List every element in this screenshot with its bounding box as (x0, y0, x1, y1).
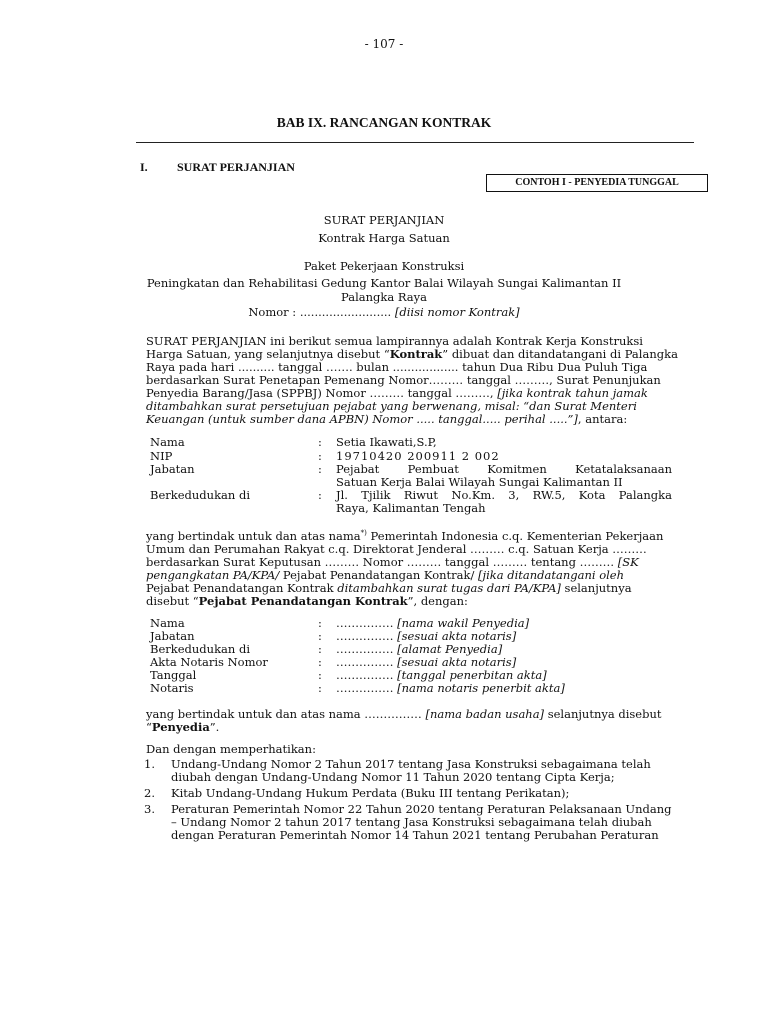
party1-label-position: Jabatan (150, 462, 195, 476)
acting-line: pengangkatan PA/KPA/ Pejabat Penandatangan Kontrak/ [jika ditandatangani oleh (146, 567, 625, 582)
list-item-number: 3. (144, 802, 155, 816)
title-divider (136, 142, 694, 143)
colon: : (318, 668, 322, 682)
party2-label: Berkedudukan di (150, 642, 250, 656)
template-badge: CONTOH I - PENYEDIA TUNGGAL (486, 174, 708, 192)
acting-line: disebut “Pejabat Penandatangan Kontrak”, dengan: (146, 593, 468, 608)
party1-name: Setia Ikawati,S.P, (336, 435, 437, 449)
contract-number-line (0, 306, 768, 319)
list-item-number: 2. (144, 786, 155, 800)
colon: : (318, 616, 322, 630)
intro-line: Penyedia Barang/Jasa (SPPBJ) Nomor ……… tanggal ………, [jika kontrak tahun jamak (146, 386, 648, 400)
acting-paragraph-1 (146, 527, 696, 608)
colon: : (318, 655, 322, 669)
party1-nip: 19710420 200911 2 002 (336, 449, 500, 463)
colon: : (318, 642, 322, 656)
colon: : (318, 681, 322, 695)
intro-line: Raya pada hari .......... tanggal ……. bulan .................. tahun Dua Ribu Dua Puluh Tiga (146, 360, 648, 374)
chapter-title: BAB IX. RANCANGAN KONTRAK (276, 115, 492, 130)
package-name: Peningkatan dan Rehabilitasi Gedung Kantor Balai Wilayah Sungai Kalimantan II (146, 276, 622, 290)
acting-line: yang bertindak untuk dan atas nama …………… [nama badan usaha] selanjutnya disebut (146, 707, 662, 721)
party2-value: …………… [tanggal penerbitan akta] (336, 668, 547, 682)
acting-line: berdasarkan Surat Keputusan ……… Nomor ……… tanggal ……… tentang ……… [SK (146, 554, 639, 569)
acting-paragraph-2 (146, 708, 696, 734)
considering-intro: Dan dengan memperhatikan: (146, 742, 316, 756)
party1-label-address: Berkedudukan di (150, 488, 250, 502)
party2-value: …………… [sesuai akta notaris] (336, 629, 517, 643)
package-type: Paket Pekerjaan Konstruksi (303, 259, 465, 273)
party2-value: …………… [sesuai akta notaris] (336, 655, 517, 669)
colon: : (318, 629, 322, 643)
party2-value: …………… [alamat Penyedia] (336, 642, 503, 656)
colon: : (318, 462, 322, 476)
intro-paragraph (146, 335, 696, 426)
intro-line: berdasarkan Surat Penetapan Pemenang Nomor……… tanggal ………, Surat Penunjukan (146, 373, 661, 387)
intro-line: SURAT PERJANJIAN ini berikut semua lampirannya adalah Kontrak Kerja Konstruksi (146, 334, 643, 348)
acting-line: yang bertindak untuk dan atas nama*) Pemerintah Indonesia c.q. Kementerian Pekerjaan (146, 528, 664, 543)
contract-number-label: Nomor : ......................... (248, 305, 392, 319)
party1-address: Jl. Tjilik Riwut No.Km. 3, RW.5, Kota Palangka Raya, Kalimantan Tengah (336, 488, 672, 515)
party2-label: Tanggal (150, 668, 197, 682)
colon: : (318, 449, 322, 463)
party1-label-name: Nama (150, 435, 185, 449)
section-title: SURAT PERJANJIAN (177, 160, 295, 174)
party1-label-nip: NIP (150, 449, 173, 463)
colon: : (318, 435, 322, 449)
list-item-number: 1. (144, 757, 155, 771)
party2-label: Nama (150, 616, 185, 630)
colon: : (318, 488, 322, 502)
list-item: Peraturan Pemerintah Nomor 22 Tahun 2020 tentang Peraturan Pelaksanaan Undang – Undang Nomor 2 tahun 2017 tentang Jasa Konstruksi sebagaimana telah diubah dengan Peraturan Pemerintah Nomor 14 Tahun 2021 tentang Perubahan Peraturan (171, 802, 672, 842)
list-item: Undang-Undang Nomor 2 Tahun 2017 tentang Jasa Konstruksi sebagaimana telah diubah dengan Undang-Undang Nomor 11 Tahun 2020 tentang Cipta Kerja; (171, 757, 651, 784)
section-number: I. (140, 160, 148, 174)
party2-value: …………… [nama notaris penerbit akta] (336, 681, 565, 695)
package-location: Palangka Raya (341, 290, 427, 304)
intro-line: Harga Satuan, yang selanjutnya disebut “Kontrak” dibuat dan ditandatangani di Palangka (146, 347, 678, 361)
intro-line: ditambahkan surat persetujuan pejabat yang berwenang, misal: “dan Surat Menteri (146, 399, 637, 413)
page-number: - 107 - (364, 37, 404, 51)
list-item: Kitab Undang-Undang Hukum Perdata (Buku III tentang Perikatan); (171, 786, 570, 800)
party2-label: Jabatan (150, 629, 195, 643)
acting-line: Umum dan Perumahan Rakyat c.q. Direktorat Jenderal ……… c.q. Satuan Kerja ……… (146, 541, 647, 556)
party2-label: Notaris (150, 681, 194, 695)
acting-line: “Penyedia”. (146, 720, 220, 734)
contract-number-hint: [diisi nomor Kontrak] (394, 305, 520, 319)
party2-label: Akta Notaris Nomor (150, 655, 268, 669)
doc-heading: SURAT PERJANJIAN (323, 213, 445, 227)
acting-line: Pejabat Penandatangan Kontrak ditambahkan surat tugas dari PA/KPA] selanjutnya (146, 580, 632, 595)
party1-position: Pejabat Pembuat Komitmen Ketatalaksanaan Satuan Kerja Balai Wilayah Sungai Kalimantan II (336, 462, 672, 489)
contract-type: Kontrak Harga Satuan (318, 231, 450, 245)
party2-value: …………… [nama wakil Penyedia] (336, 616, 530, 630)
intro-line: Keuangan (untuk sumber dana APBN) Nomor ..... tanggal..... perihal .....”], antara: (146, 412, 628, 426)
